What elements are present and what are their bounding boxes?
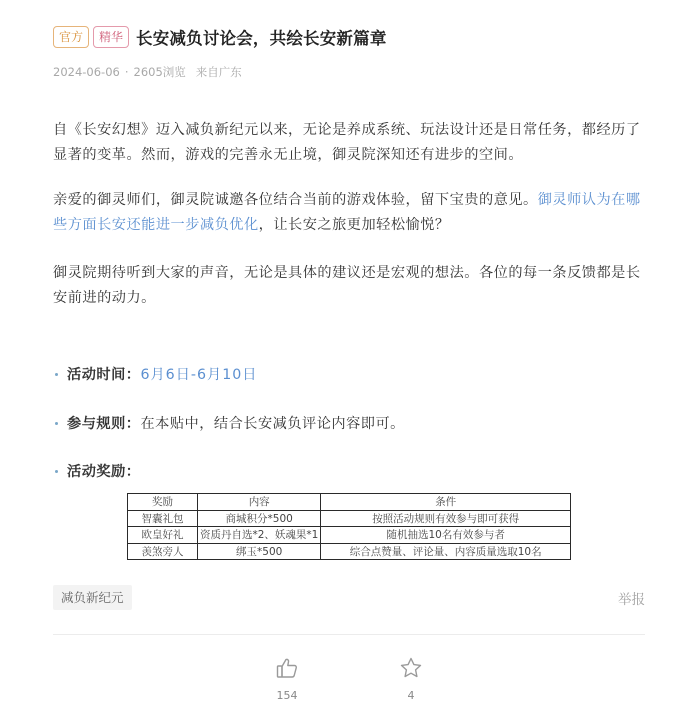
post-location: 来自广东 — [195, 65, 242, 79]
table-row — [128, 543, 571, 560]
table-row — [128, 527, 571, 544]
paragraph-intro: 自《长安幻想》迈入减负新纪元以来，无论是养成系统、玩法设计还是日常任务，都经历了显著的变革。然而，游戏的完善永无止境，御灵院深知还有进步的空间。 — [53, 122, 641, 163]
favorite-button[interactable] — [391, 656, 431, 702]
reward-condition: 随机抽选10名有效参与者 — [321, 527, 571, 544]
reward-name: 智囊礼包 — [128, 510, 198, 527]
reward-content: 资质丹自选*2、妖魂果*1 — [198, 527, 321, 544]
topic-tag[interactable]: 减负新纪元 — [53, 585, 132, 610]
bullet-dot-icon — [55, 470, 58, 473]
activity-time-item — [55, 364, 257, 384]
invitation-text-end: ，让长安之旅更加轻松愉悦？ — [258, 217, 450, 233]
table-row — [128, 510, 571, 527]
bullet-dot-icon — [55, 373, 58, 376]
table-header-row — [128, 494, 571, 511]
invitation-text: 亲爱的御灵师们，御灵院诚邀各位结合当前的游戏体验，留下宝贵的意见。 — [53, 192, 538, 208]
participation-rules-item — [55, 413, 405, 433]
reward-name: 羡煞旁人 — [128, 543, 198, 560]
highlight-question-link[interactable]: 御灵师认为在哪些方面长安还能进一步减负优化 — [53, 192, 641, 233]
activity-rewards-label: 活动奖励： — [67, 464, 141, 480]
header-condition: 条件 — [321, 494, 571, 511]
reward-name: 欧皇好礼 — [128, 527, 198, 544]
activity-time-label: 活动时间： — [67, 367, 141, 383]
star-icon — [399, 656, 423, 684]
header-content: 内容 — [198, 494, 321, 511]
report-button[interactable]: 举报 — [618, 592, 645, 608]
activity-rewards-item — [55, 461, 140, 481]
bullet-dot-icon — [55, 422, 58, 425]
post-title: 长安减负讨论会，共绘长安新篇章 — [136, 29, 387, 48]
rewards-table — [127, 493, 571, 560]
paragraph-invitation — [53, 188, 647, 238]
participation-rules-value: 在本贴中，结合长安减负评论内容即可。 — [140, 416, 405, 432]
reward-content: 绑玉*500 — [198, 543, 321, 560]
post-date: 2024-06-06 — [53, 65, 120, 79]
featured-tag: 精华 — [93, 26, 129, 48]
reward-condition: 综合点赞量、评论量、内容质量选取10名 — [321, 543, 571, 560]
header-reward: 奖励 — [128, 494, 198, 511]
paragraph-closing: 御灵院期待听到大家的声音，无论是具体的建议还是宏观的想法。各位的每一条反馈都是长安前进的动力。 — [53, 265, 641, 306]
participation-rules-label: 参与规则： — [67, 416, 141, 432]
thumbs-up-icon — [275, 656, 299, 684]
official-tag: 官方 — [53, 26, 89, 48]
divider — [53, 634, 645, 635]
activity-time-value: 6月6日-6月10日 — [140, 367, 258, 383]
view-count: 2605浏览 — [133, 65, 186, 79]
post-meta — [53, 64, 242, 80]
post-header — [53, 25, 387, 49]
like-count: 154 — [276, 689, 298, 702]
like-button[interactable] — [267, 656, 307, 702]
meta-separator: · — [124, 65, 129, 79]
reward-content: 商城积分*500 — [198, 510, 321, 527]
reward-condition: 按照活动规则有效参与即可获得 — [321, 510, 571, 527]
favorite-count: 4 — [407, 689, 415, 702]
